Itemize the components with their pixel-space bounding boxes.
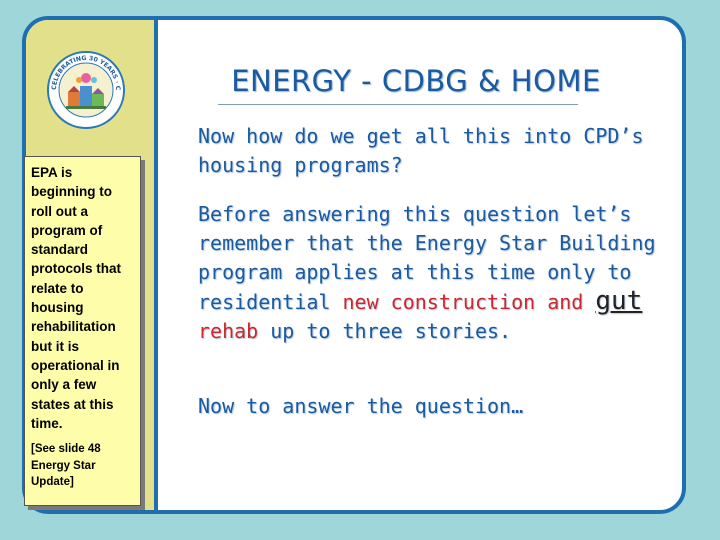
slide-title: ENERGY - CDBG & HOME — [231, 64, 601, 98]
highlight-rehab: rehab — [198, 319, 259, 343]
paragraph-text: Before answering this question let’s remember that the Energy Star Building program applies at this time only to residential — [198, 202, 656, 314]
paragraph-text-end: up to three stories. — [270, 319, 512, 343]
callout-reference: [See slide 48 Energy Star Update] — [31, 443, 101, 489]
paragraph-energy-star — [198, 200, 668, 346]
title-divider — [218, 104, 578, 105]
callout-main-text: EPA is beginning to roll out a program of standard protocols that relate to housing rehabilitation but it is operational in only a few states at this time. — [31, 165, 121, 431]
celebration-logo-icon — [46, 50, 126, 130]
logo-ring-text: CELEBRATING 30 YEARS · C — [50, 54, 122, 91]
and-word: and — [547, 290, 584, 314]
paragraph-question: Now how do we get all this into CPD’s housing programs? — [198, 124, 644, 177]
gut-word: gut — [595, 286, 643, 316]
paragraph-answer: Now to answer the question… — [198, 394, 524, 418]
highlight-new-construction: new construction — [342, 290, 536, 314]
epa-callout-note — [24, 156, 141, 506]
